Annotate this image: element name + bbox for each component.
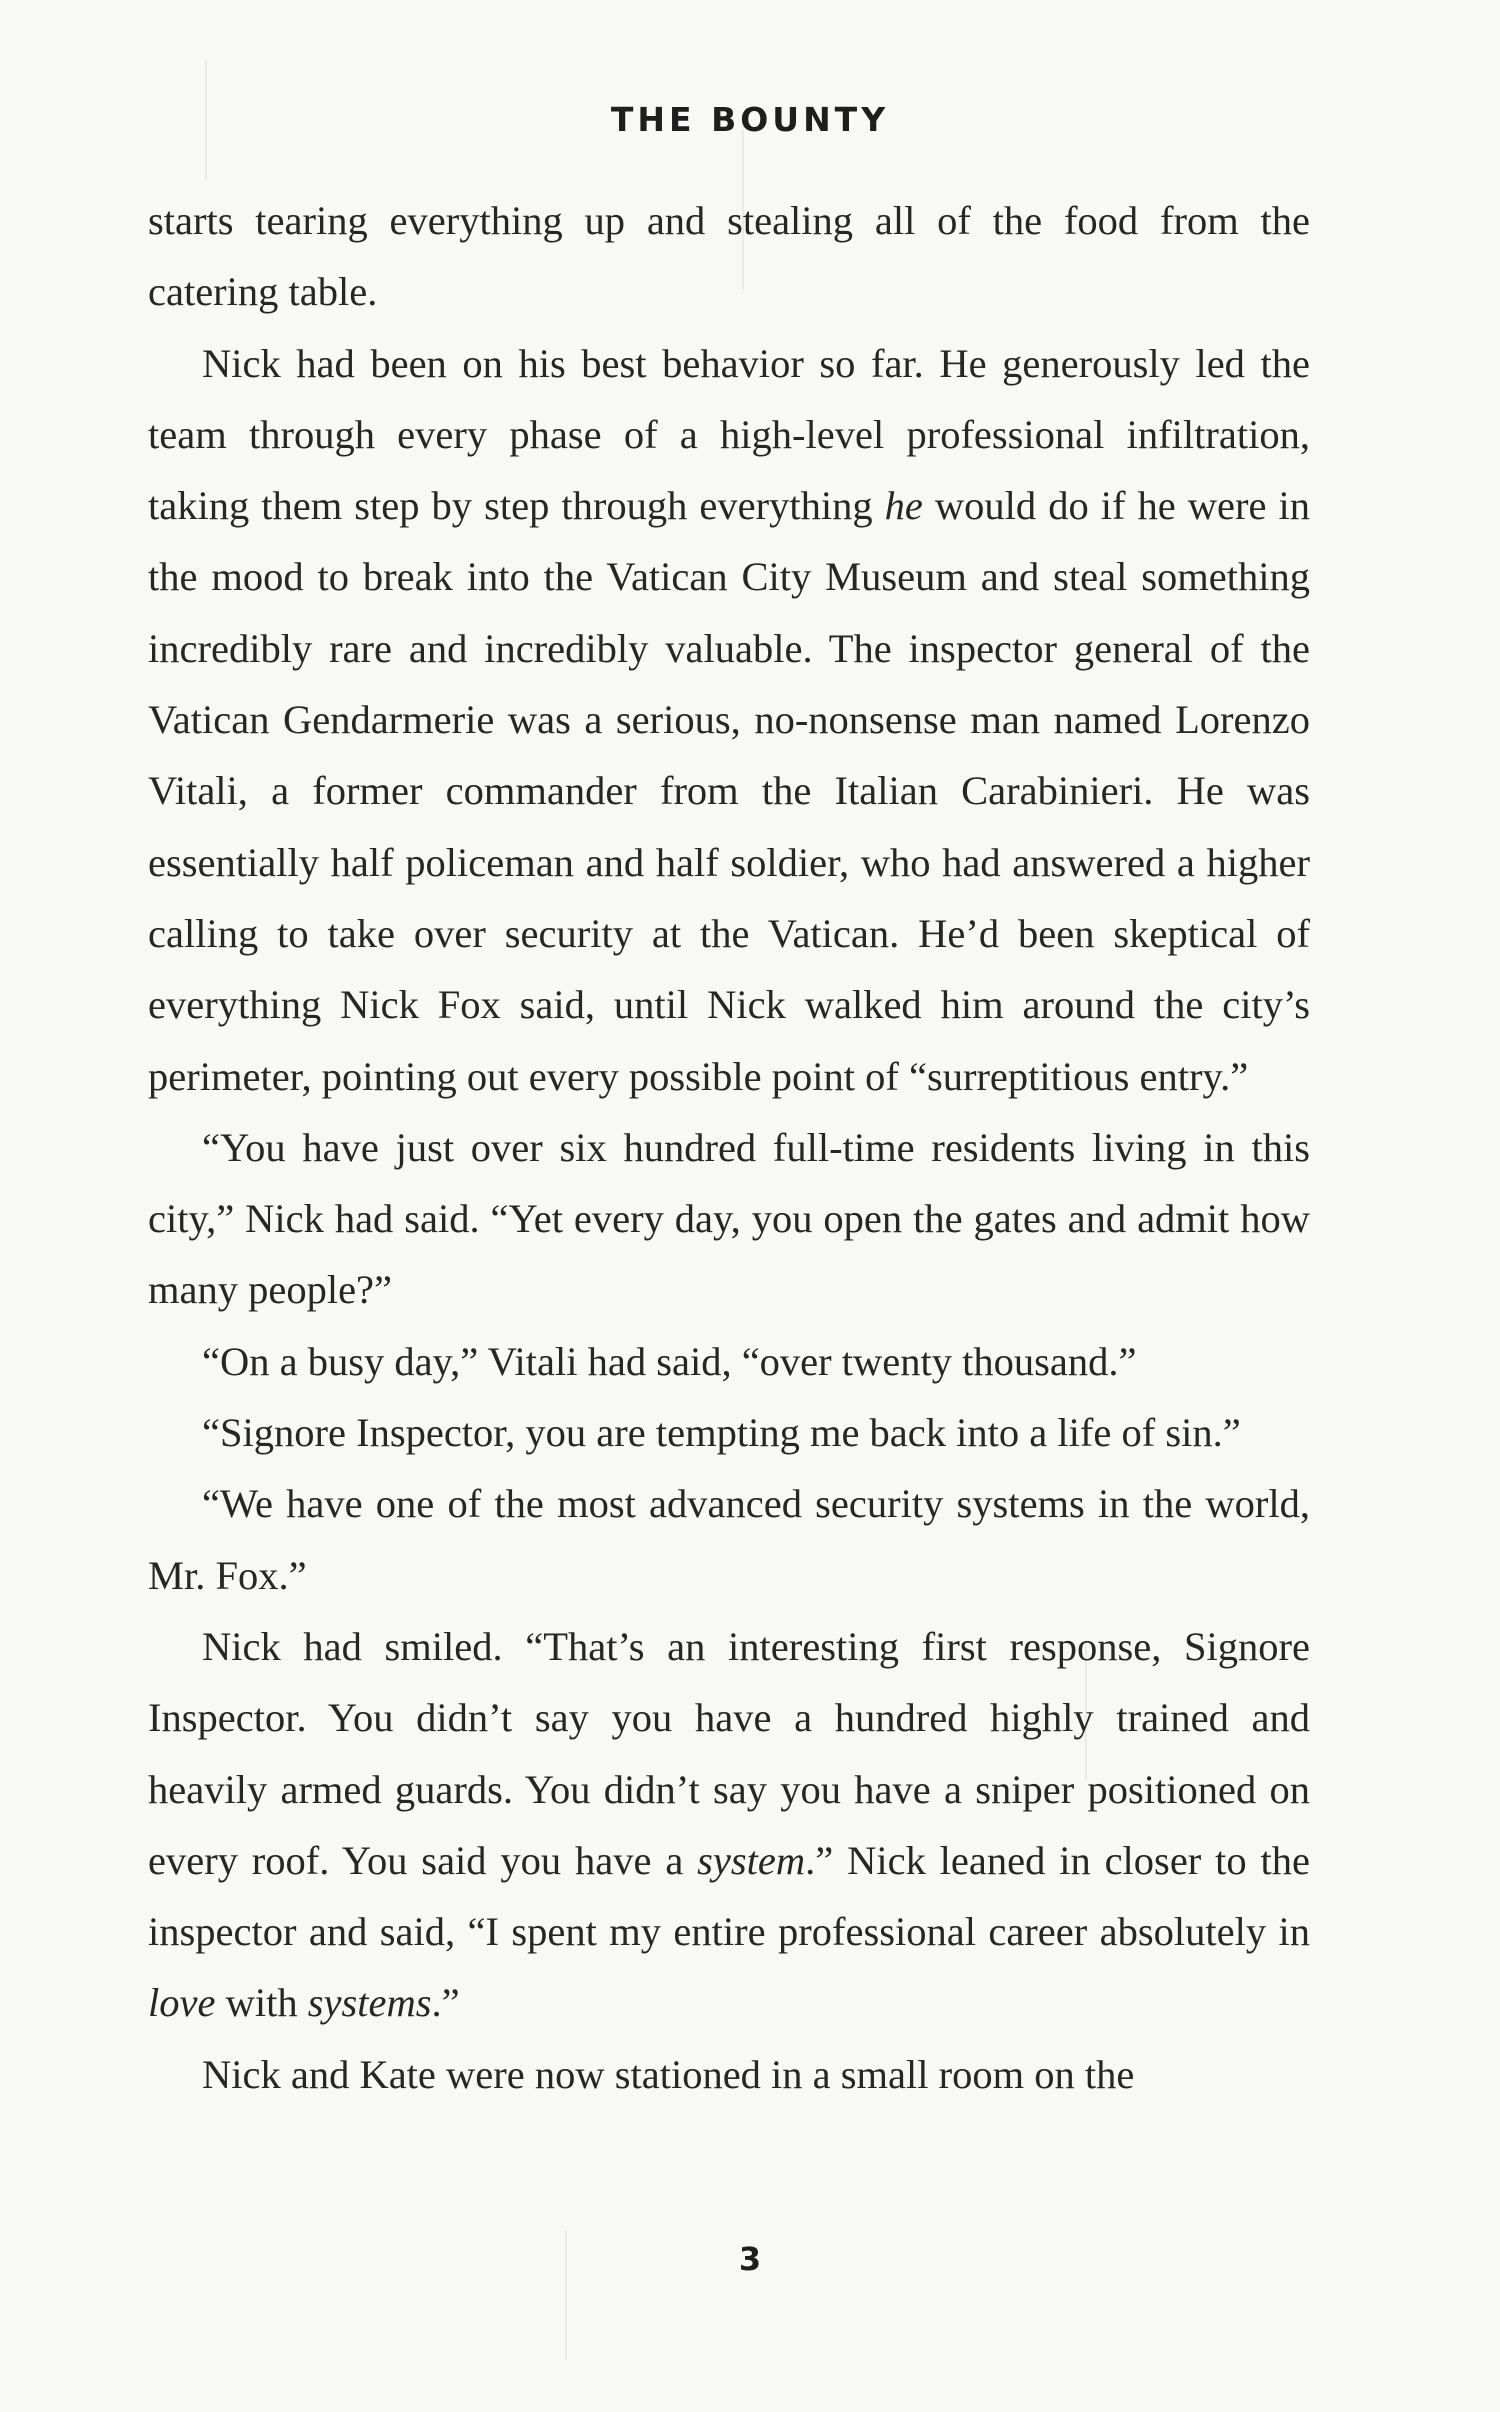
text-segment: would do if he were in the mood to break into the Vatican City Museum and steal something incredibly rare and incredibly valuable. The inspector general of the Vatican Gendarmerie was a serious, no-nonsense man named Lorenzo Vitali, a former commander from the Italian Carabinieri. He was essentially half policeman and half soldier, who had answered a higher calling to take over security at the Vatican. He’d been skeptical of everything Nick Fox said, until Nick walked him around the city’s perimeter, pointing out every possible point of “surreptitious entry.” bbox=[148, 483, 1311, 1099]
italic-text: love bbox=[148, 1980, 216, 2026]
italic-text: he bbox=[884, 483, 923, 529]
page-number: 3 bbox=[738, 2240, 762, 2278]
paragraph bbox=[148, 185, 1310, 328]
text-segment: .” bbox=[431, 1980, 460, 2026]
text-segment: with bbox=[215, 1980, 308, 2026]
paragraph bbox=[148, 1611, 1310, 2039]
text-segment: “We have one of the most advanced security systems in the world, Mr. Fox.” bbox=[148, 1481, 1310, 1598]
text-segment: starts tearing everything up and stealing all of the food from the catering table. bbox=[148, 198, 1310, 315]
paragraph bbox=[148, 2039, 1310, 2110]
paragraph bbox=[148, 1326, 1310, 1397]
text-segment: Nick had been on his best behavior so far. He generously led the team through every phase of a high-level professional infiltration, taking them step by step through everything bbox=[148, 340, 1310, 529]
running-header: THE BOUNTY bbox=[610, 100, 890, 139]
paragraph bbox=[148, 1397, 1310, 1468]
body-text bbox=[148, 185, 1310, 2110]
italic-text: systems bbox=[307, 1980, 432, 2026]
text-segment: “On a busy day,” Vitali had said, “over twenty thousand.” bbox=[202, 1338, 1137, 1384]
paragraph bbox=[148, 328, 1310, 1112]
text-segment: .” Nick leaned in closer to the inspector and said, “I spent my entire professional career absolutely in bbox=[148, 1837, 1310, 1955]
paragraph bbox=[148, 1112, 1310, 1326]
text-segment: “Signore Inspector, you are tempting me back into a life of sin.” bbox=[202, 1410, 1241, 1456]
text-segment: Nick had smiled. “That’s an interesting first response, Signore Inspector. You didn’t say you have a hundred highly trained and heavily armed guards. You didn’t say you have a sniper positioned on every roof. You said you have a bbox=[148, 1623, 1310, 1883]
italic-text: system bbox=[697, 1837, 806, 1883]
text-segment: “You have just over six hundred full-time residents living in this city,” Nick had said. “Yet every day, you open the gates and admit how many people?” bbox=[148, 1124, 1310, 1313]
text-segment: Nick and Kate were now stationed in a small room on the bbox=[202, 2051, 1135, 2097]
paragraph bbox=[148, 1468, 1310, 1611]
